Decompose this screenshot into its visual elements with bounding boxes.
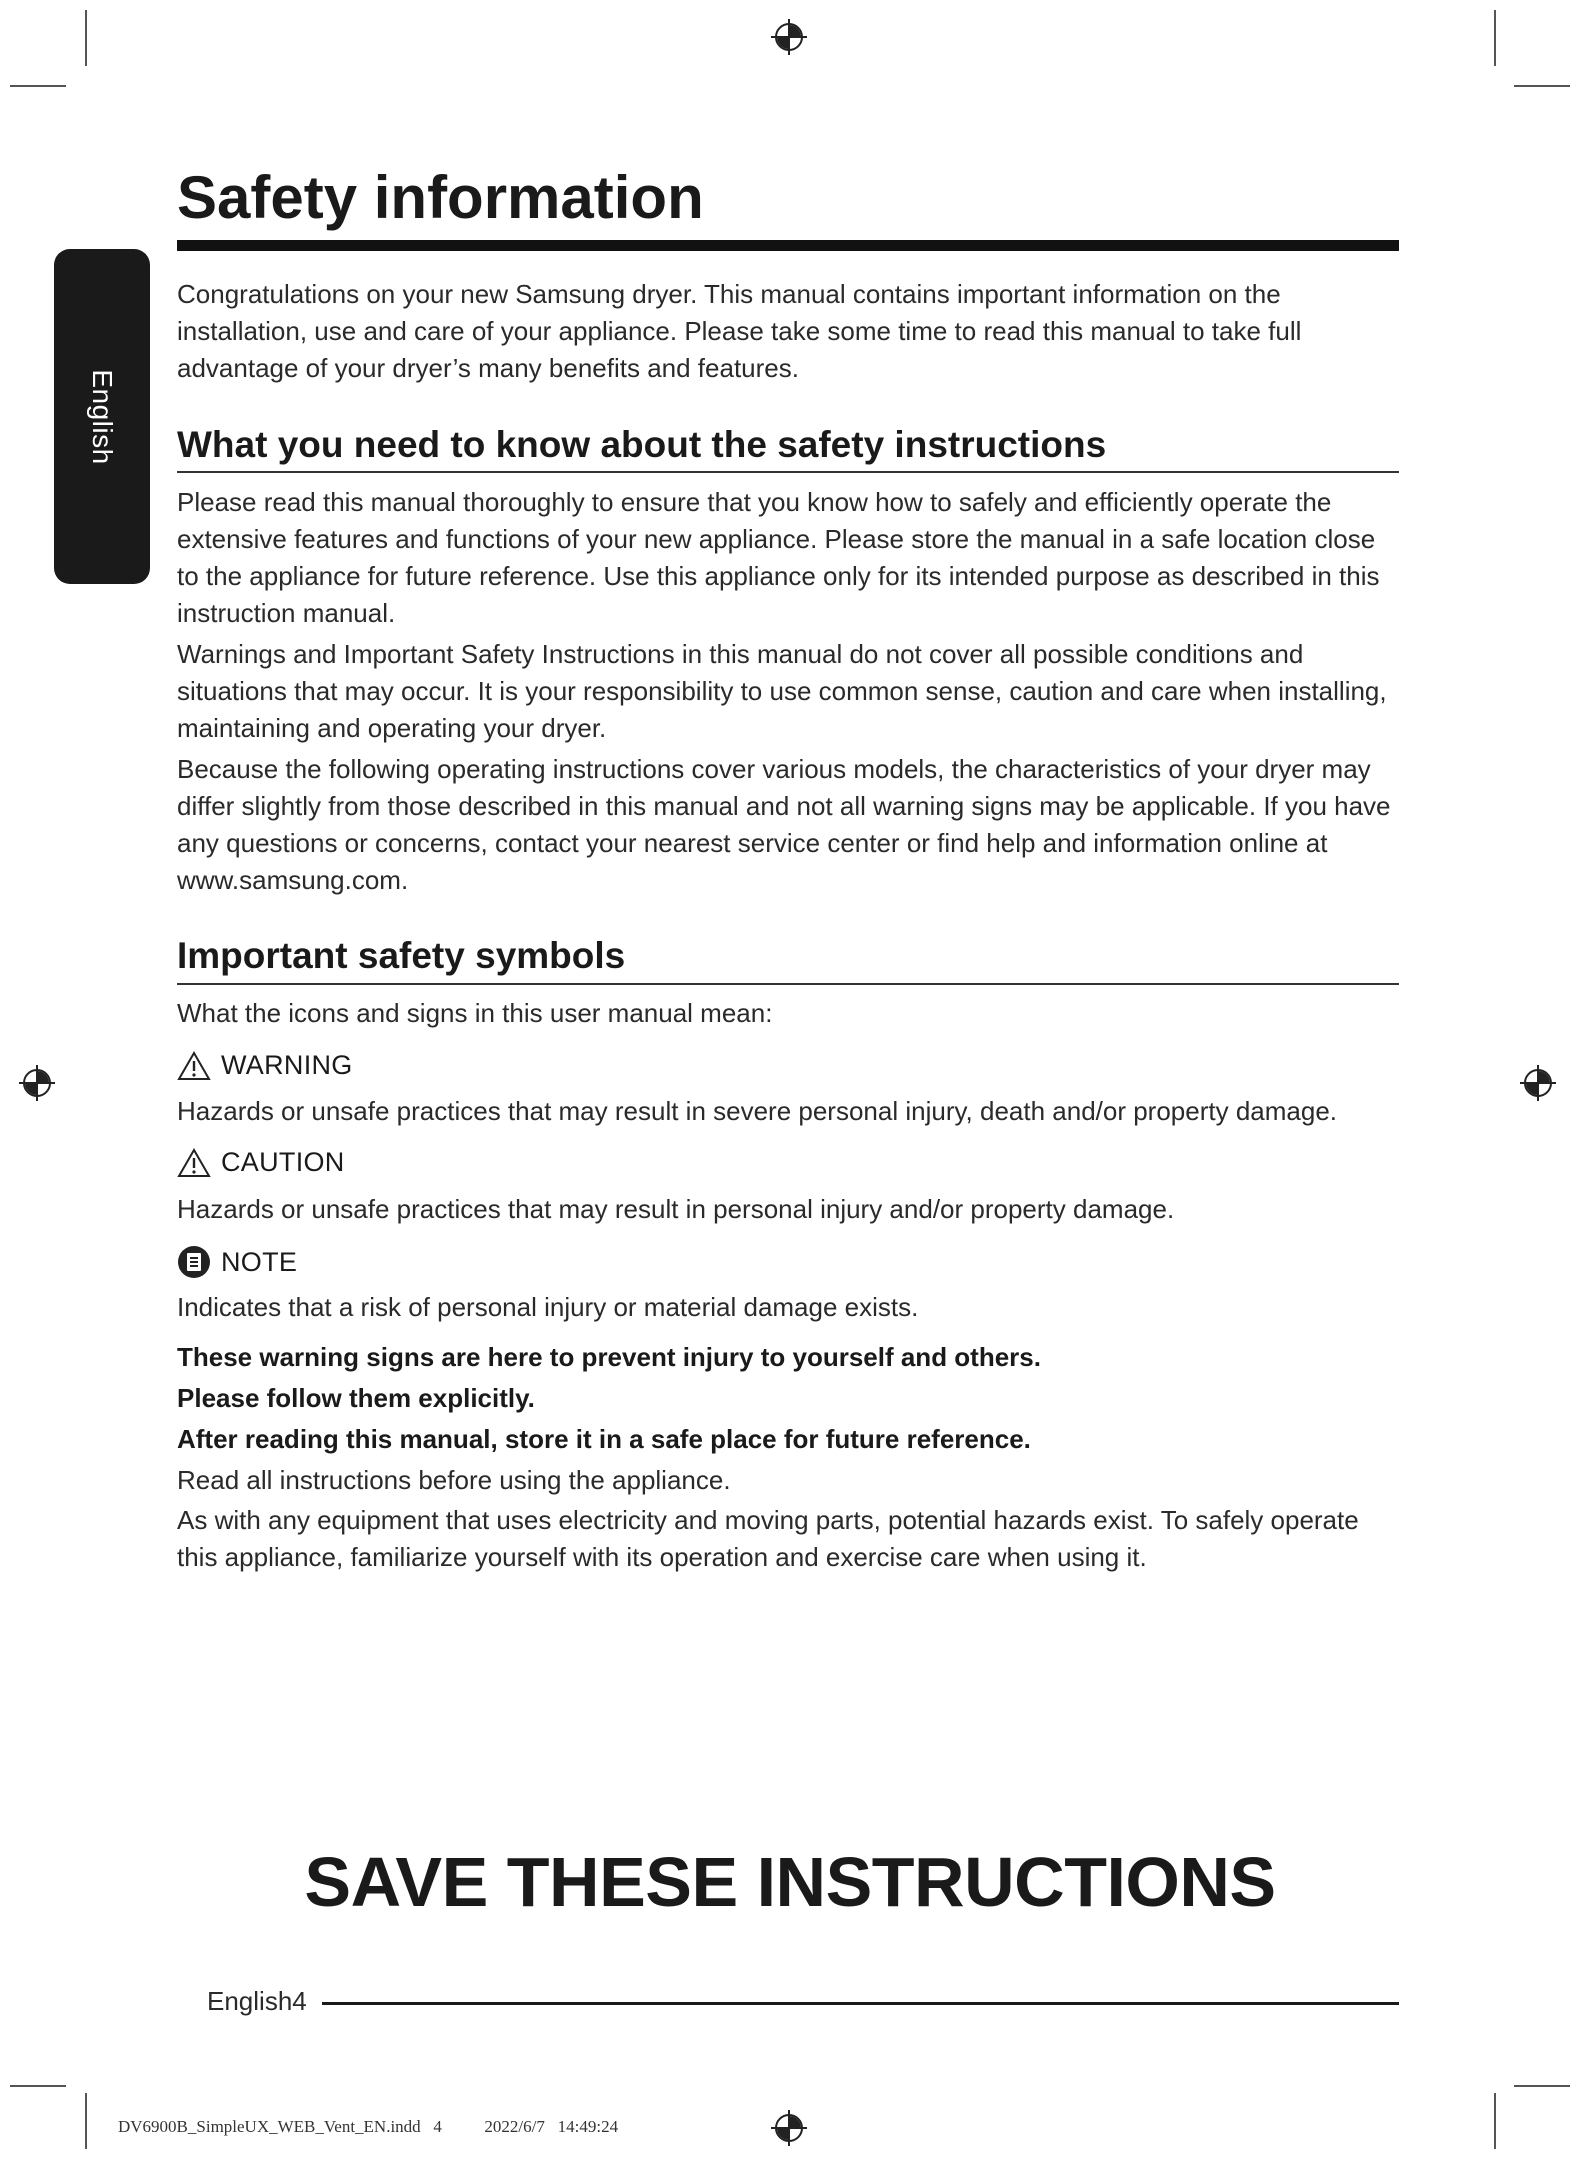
footer-rule <box>322 2002 1399 2005</box>
crop-mark <box>85 2093 87 2149</box>
print-slug: DV6900B_SimpleUX_WEB_Vent_EN.indd 4 2022/6/7 14:49:24 <box>118 2117 619 2136</box>
symbol-description: Hazards or unsafe practices that may result in severe personal injury, death and/or property damage. <box>177 1096 1338 1126</box>
closing-paragraph: As with any equipment that uses electricity and moving parts, potential hazards exist. To safely operate this appliance, familiarize yourself with its operation and exercise care when using it. <box>177 1505 1359 1572</box>
registration-mark-icon <box>1518 1063 1558 1103</box>
registration-mark-icon <box>17 1063 57 1103</box>
note-symbol-row <box>177 1245 297 1279</box>
registration-mark-icon <box>769 2108 809 2148</box>
symbol-description: Hazards or unsafe practices that may result in personal injury and/or property damage. <box>177 1194 1175 1224</box>
symbols-intro: What the icons and signs in this user manual mean: <box>177 998 773 1028</box>
symbol-label: CAUTION <box>221 1147 345 1177</box>
bold-notice: Please follow them explicitly. <box>177 1383 535 1413</box>
section-heading: Important safety symbols <box>177 935 626 976</box>
crop-mark <box>1494 2093 1496 2149</box>
save-instructions-banner: SAVE THESE INSTRUCTIONS <box>304 1843 1276 1921</box>
crop-mark <box>1514 85 1570 87</box>
registration-mark-icon <box>769 17 809 57</box>
crop-mark <box>10 2085 66 2087</box>
page-title: Safety information <box>177 164 704 231</box>
crop-mark <box>85 10 87 66</box>
symbol-description: Indicates that a risk of personal injury or material damage exists. <box>177 1292 919 1322</box>
title-rule <box>177 240 1399 251</box>
page-number: 4 <box>292 1986 307 2016</box>
side-tab-label: English <box>87 368 118 465</box>
section-rule <box>177 471 1399 473</box>
section-rule <box>177 983 1399 985</box>
symbol-label: WARNING <box>221 1050 353 1080</box>
section-paragraph: Because the following operating instructions cover various models, the characteristics of your dryer may differ slightly from those described in this manual and not all warning signs may be applicable. If you have any questions or concerns, contact your nearest service center or find help and information online at www.samsung.com. <box>177 754 1391 895</box>
section-paragraph: Please read this manual thoroughly to ensure that you know how to safely and efficiently operate the extensive features and functions of your new appliance. Please store the manual in a safe location close to the appliance for future reference. Use this appliance only for its intended purpose as described in this instruction manual. <box>177 487 1380 628</box>
crop-mark <box>10 85 66 87</box>
section-heading: What you need to know about the safety instructions <box>177 424 1107 465</box>
caution-triangle-icon <box>177 1148 211 1178</box>
section-paragraph: Warnings and Important Safety Instructions in this manual do not cover all possible conditions and situations that may occur. It is your responsibility to use common sense, caution and care when installing, maintaining and operating your dryer. <box>177 639 1387 743</box>
symbol-label: NOTE <box>221 1246 298 1277</box>
footer-language: English <box>207 1986 293 2016</box>
page-footer-label <box>207 1986 307 2017</box>
closing-paragraph: Read all instructions before using the appliance. <box>177 1465 731 1495</box>
caution-symbol-row <box>177 1147 345 1178</box>
language-side-tab <box>54 249 150 584</box>
bold-notice: These warning signs are here to prevent injury to yourself and others. <box>177 1342 1041 1372</box>
note-icon <box>177 1245 211 1279</box>
bold-notice: After reading this manual, store it in a safe place for future reference. <box>177 1424 1031 1454</box>
warning-symbol-row <box>177 1050 353 1081</box>
warning-triangle-icon <box>177 1051 211 1081</box>
crop-mark <box>1494 10 1496 66</box>
intro-paragraph: Congratulations on your new Samsung dryer. This manual contains important information on the installation, use and care of your appliance. Please take some time to read this manual to take full advantage of your dryer’s many benefits and features. <box>177 279 1302 383</box>
crop-mark <box>1514 2085 1570 2087</box>
